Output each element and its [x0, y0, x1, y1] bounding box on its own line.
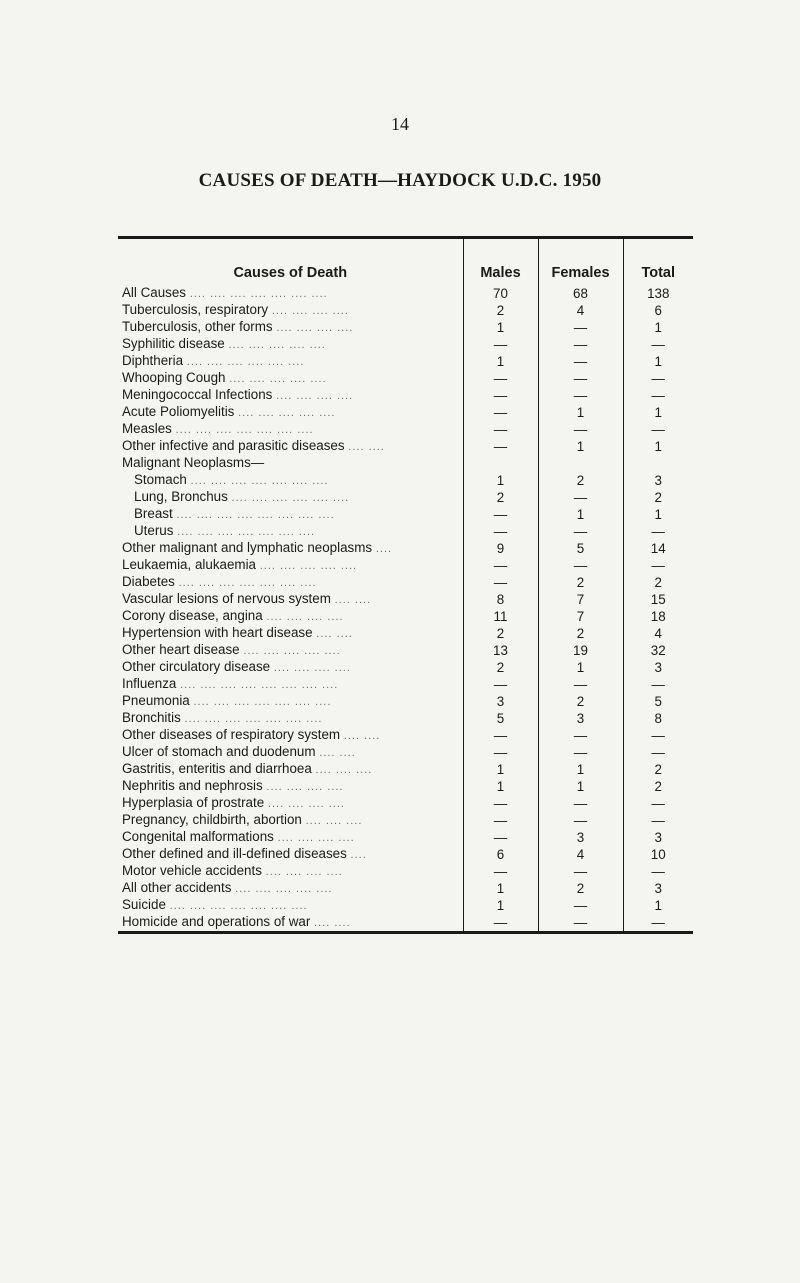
males-cell: —: [463, 421, 538, 438]
cause-cell: [118, 302, 463, 319]
leader-dots: .... .... .... .... .... .... ....: [169, 900, 308, 912]
total-cell: 1: [623, 438, 693, 455]
cause-cell: [118, 438, 463, 455]
total-cell: 1: [623, 506, 693, 523]
males-cell: —: [463, 676, 538, 693]
cause-cell: [118, 846, 463, 863]
females-cell: —: [538, 489, 623, 506]
females-cell: 1: [538, 659, 623, 676]
cause-label: Uterus: [134, 523, 174, 538]
females-cell: 3: [538, 829, 623, 846]
cause-label: Whooping Cough: [122, 370, 226, 385]
cause-cell: [118, 710, 463, 727]
total-cell: 3: [623, 659, 693, 676]
males-cell: 11: [463, 608, 538, 625]
males-cell: 9: [463, 540, 538, 557]
total-cell: 1: [623, 353, 693, 370]
header-females: Females: [538, 239, 623, 285]
cause-label: Other malignant and lymphatic neoplasms: [122, 540, 373, 555]
total-cell: 8: [623, 710, 693, 727]
leader-dots: .... .... .... ....: [273, 662, 351, 674]
table-row: [118, 829, 693, 846]
cause-label: Other defined and ill-defined diseases: [122, 846, 347, 861]
causes-of-death-table: [118, 236, 693, 934]
table-row: [118, 693, 693, 710]
cause-label: Acute Poliomyelitis: [122, 404, 235, 419]
total-cell: 1: [623, 404, 693, 421]
total-cell: 18: [623, 608, 693, 625]
total-cell: 3: [623, 472, 693, 489]
cause-cell: [118, 659, 463, 676]
cause-cell: [118, 387, 463, 404]
total-cell: —: [623, 336, 693, 353]
leader-dots: .... ....: [316, 628, 353, 640]
females-cell: 2: [538, 574, 623, 591]
cause-cell: [118, 914, 463, 931]
total-cell: 2: [623, 489, 693, 506]
table-row: [118, 608, 693, 625]
cause-label: Other diseases of respiratory system: [122, 727, 341, 742]
cause-cell: [118, 829, 463, 846]
total-cell: —: [623, 557, 693, 574]
cause-cell: [118, 897, 463, 914]
cause-cell: [118, 625, 463, 642]
males-cell: 13: [463, 642, 538, 659]
table-row: [118, 574, 693, 591]
cause-label: Congenital malformations: [122, 829, 274, 844]
leader-dots: .... .... .... .... ....: [229, 373, 327, 385]
males-cell: 8: [463, 591, 538, 608]
leader-dots: .... ....: [319, 747, 356, 759]
females-cell: —: [538, 353, 623, 370]
table-body: [118, 285, 693, 931]
cause-cell: [118, 319, 463, 336]
leader-dots: .... .... .... ....: [271, 305, 349, 317]
cause-label: Tuberculosis, other forms: [122, 319, 273, 334]
total-cell: —: [623, 744, 693, 761]
table-row: [118, 863, 693, 880]
table-row: [118, 625, 693, 642]
cause-cell: [118, 353, 463, 370]
females-cell: 68: [538, 285, 623, 302]
leader-dots: .... .... .... ....: [276, 322, 354, 334]
leader-dots: .... .... .... ....: [267, 798, 345, 810]
table-row: [118, 404, 693, 421]
females-cell: [538, 455, 623, 472]
males-cell: 2: [463, 659, 538, 676]
leader-dots: .... .... .... .... .... .... ....: [178, 577, 317, 589]
cause-cell: [118, 506, 463, 523]
leader-dots: .... .... .... .... ....: [243, 645, 341, 657]
cause-label: Vascular lesions of nervous system: [122, 591, 331, 606]
leader-dots: .... .... .... .... ....: [228, 339, 326, 351]
males-cell: —: [463, 574, 538, 591]
table-row: [118, 455, 693, 472]
females-cell: —: [538, 914, 623, 931]
males-cell: —: [463, 404, 538, 421]
cause-cell: [118, 812, 463, 829]
leader-dots: .... .... .... .... .... .... ....: [193, 696, 332, 708]
females-cell: —: [538, 727, 623, 744]
males-cell: —: [463, 336, 538, 353]
males-cell: —: [463, 914, 538, 931]
leader-dots: .... .... .... .... .... ....: [231, 492, 350, 504]
females-cell: —: [538, 557, 623, 574]
table-row: [118, 744, 693, 761]
cause-label: Nephritis and nephrosis: [122, 778, 263, 793]
cause-label: Gastritis, enteritis and diarrhoea: [122, 761, 312, 776]
cause-cell: [118, 761, 463, 778]
females-cell: 1: [538, 438, 623, 455]
cause-cell: [118, 404, 463, 421]
cause-label: Hypertension with heart disease: [122, 625, 313, 640]
females-cell: 7: [538, 591, 623, 608]
total-cell: —: [623, 863, 693, 880]
females-cell: —: [538, 897, 623, 914]
table-row: [118, 336, 693, 353]
males-cell: 2: [463, 489, 538, 506]
cause-label: Motor vehicle accidents: [122, 863, 262, 878]
cause-cell: [118, 421, 463, 438]
males-cell: —: [463, 506, 538, 523]
cause-cell: [118, 455, 463, 472]
table-row: [118, 285, 693, 302]
males-cell: —: [463, 370, 538, 387]
total-cell: 1: [623, 897, 693, 914]
cause-cell: [118, 676, 463, 693]
header-males: Males: [463, 239, 538, 285]
males-cell: 2: [463, 625, 538, 642]
page-title: CAUSES OF DEATH—HAYDOCK U.D.C. 1950: [198, 170, 602, 191]
leader-dots: .... .... .... ....: [277, 832, 355, 844]
table-row: [118, 710, 693, 727]
leader-dots: .... .... ....: [315, 764, 373, 776]
cause-label: Stomach: [134, 472, 187, 487]
females-cell: —: [538, 319, 623, 336]
table-row: [118, 557, 693, 574]
females-cell: —: [538, 421, 623, 438]
females-cell: 2: [538, 625, 623, 642]
males-cell: 1: [463, 353, 538, 370]
females-cell: 2: [538, 472, 623, 489]
cause-cell: [118, 795, 463, 812]
males-cell: 1: [463, 778, 538, 795]
total-cell: 5: [623, 693, 693, 710]
females-cell: —: [538, 744, 623, 761]
cause-label: Malignant Neoplasms—: [122, 455, 265, 470]
cause-label: Homicide and operations of war: [122, 914, 311, 929]
leader-dots: .... .... .... .... .... .... .... ....: [180, 679, 339, 691]
cause-cell: [118, 693, 463, 710]
females-cell: 1: [538, 404, 623, 421]
table-header-row: [118, 239, 693, 285]
females-cell: —: [538, 523, 623, 540]
males-cell: 5: [463, 710, 538, 727]
cause-cell: [118, 523, 463, 540]
total-cell: —: [623, 727, 693, 744]
cause-cell: [118, 472, 463, 489]
table-row: [118, 897, 693, 914]
males-cell: 6: [463, 846, 538, 863]
males-cell: —: [463, 744, 538, 761]
table-row: [118, 438, 693, 455]
cause-label: Other infective and parasitic diseases: [122, 438, 345, 453]
males-cell: 1: [463, 472, 538, 489]
total-cell: —: [623, 795, 693, 812]
table-row: [118, 846, 693, 863]
cause-label: Measles: [122, 421, 172, 436]
males-cell: —: [463, 812, 538, 829]
total-cell: —: [623, 387, 693, 404]
table-row: [118, 506, 693, 523]
females-cell: —: [538, 370, 623, 387]
table-row: [118, 370, 693, 387]
table-row: [118, 812, 693, 829]
total-cell: 32: [623, 642, 693, 659]
females-cell: 19: [538, 642, 623, 659]
males-cell: 3: [463, 693, 538, 710]
cause-label: All other accidents: [122, 880, 232, 895]
males-cell: 1: [463, 319, 538, 336]
cause-cell: [118, 591, 463, 608]
table-row: [118, 880, 693, 897]
cause-cell: [118, 642, 463, 659]
leader-dots: .... ....: [343, 730, 381, 742]
females-cell: —: [538, 676, 623, 693]
table-row: [118, 727, 693, 744]
leader-dots: .... .... .... .... .... .... ....: [184, 713, 323, 725]
females-cell: —: [538, 812, 623, 829]
table-row: [118, 778, 693, 795]
cause-label: Other circulatory disease: [122, 659, 271, 674]
males-cell: 70: [463, 285, 538, 302]
cause-cell: [118, 370, 463, 387]
leader-dots: .... .... .... .... .... .... ....: [177, 526, 316, 538]
leader-dots: .... ....: [348, 441, 385, 453]
males-cell: 1: [463, 761, 538, 778]
table-row: [118, 914, 693, 931]
total-cell: 6: [623, 302, 693, 319]
males-cell: 1: [463, 880, 538, 897]
leader-dots: .... ....: [334, 594, 372, 606]
cause-label: Leukaemia, alukaemia: [122, 557, 256, 572]
cause-label: Ulcer of stomach and duodenum: [122, 744, 316, 759]
cause-cell: [118, 727, 463, 744]
cause-label: Syphilitic disease: [122, 336, 225, 351]
total-cell: —: [623, 812, 693, 829]
total-cell: —: [623, 676, 693, 693]
males-cell: —: [463, 829, 538, 846]
total-cell: —: [623, 914, 693, 931]
cause-label: Diabetes: [122, 574, 175, 589]
leader-dots: ....: [375, 543, 393, 555]
total-cell: —: [623, 370, 693, 387]
cause-label: Bronchitis: [122, 710, 181, 725]
page-number: 14: [391, 114, 409, 134]
females-cell: 2: [538, 693, 623, 710]
cause-label: Pneumonia: [122, 693, 190, 708]
leader-dots: ....: [350, 849, 367, 861]
cause-cell: [118, 574, 463, 591]
leader-dots: .... .... .... ....: [266, 611, 344, 623]
leader-dots: .... .... .... .... .... .... ....: [175, 424, 314, 436]
table-row: [118, 319, 693, 336]
table-row: [118, 421, 693, 438]
header-causes: Causes of Death: [233, 265, 348, 281]
leader-dots: .... .... .... .... ....: [238, 407, 336, 419]
males-cell: 1: [463, 897, 538, 914]
males-cell: —: [463, 438, 538, 455]
females-cell: 7: [538, 608, 623, 625]
cause-label: Hyperplasia of prostrate: [122, 795, 265, 810]
males-cell: —: [463, 557, 538, 574]
leader-dots: .... ....: [314, 917, 351, 929]
cause-label: Meningococcal Infections: [122, 387, 273, 402]
table-row: [118, 795, 693, 812]
cause-cell: [118, 557, 463, 574]
females-cell: 4: [538, 846, 623, 863]
table-row: [118, 659, 693, 676]
table-row: [118, 387, 693, 404]
females-cell: —: [538, 336, 623, 353]
header-total: Total: [623, 239, 693, 285]
total-cell: 14: [623, 540, 693, 557]
leader-dots: .... .... .... ....: [265, 866, 343, 878]
table-row: [118, 353, 693, 370]
total-cell: 3: [623, 829, 693, 846]
total-cell: 2: [623, 761, 693, 778]
leader-dots: .... .... .... .... .... ....: [186, 356, 305, 368]
leader-dots: .... .... .... .... .... .... ....: [189, 288, 328, 300]
table-row: [118, 642, 693, 659]
total-cell: 2: [623, 574, 693, 591]
total-cell: 4: [623, 625, 693, 642]
males-cell: 2: [463, 302, 538, 319]
total-cell: —: [623, 523, 693, 540]
table-row: [118, 302, 693, 319]
total-cell: 138: [623, 285, 693, 302]
females-cell: 5: [538, 540, 623, 557]
leader-dots: .... .... .... ....: [276, 390, 354, 402]
leader-dots: .... .... .... .... .... .... ....: [190, 475, 329, 487]
cause-cell: [118, 336, 463, 353]
total-cell: 15: [623, 591, 693, 608]
females-cell: 2: [538, 880, 623, 897]
leader-dots: .... .... .... .... ....: [235, 883, 333, 895]
cause-label: Corony disease, angina: [122, 608, 263, 623]
total-cell: 3: [623, 880, 693, 897]
cause-label: All Causes: [122, 285, 187, 300]
males-cell: —: [463, 795, 538, 812]
leader-dots: .... .... .... .... ....: [259, 560, 358, 572]
cause-cell: [118, 540, 463, 557]
leader-dots: .... .... .... .... .... .... .... ....: [176, 509, 335, 521]
females-cell: 4: [538, 302, 623, 319]
females-cell: —: [538, 387, 623, 404]
males-cell: —: [463, 523, 538, 540]
total-cell: —: [623, 421, 693, 438]
total-cell: 2: [623, 778, 693, 795]
males-cell: [463, 455, 538, 472]
table-row: [118, 591, 693, 608]
table-row: [118, 761, 693, 778]
cause-cell: [118, 863, 463, 880]
females-cell: 3: [538, 710, 623, 727]
leader-dots: .... .... .... ....: [266, 781, 344, 793]
males-cell: —: [463, 387, 538, 404]
table-row: [118, 489, 693, 506]
cause-cell: [118, 744, 463, 761]
table-row: [118, 540, 693, 557]
cause-label: Tuberculosis, respiratory: [122, 302, 269, 317]
cause-cell: [118, 778, 463, 795]
total-cell: 1: [623, 319, 693, 336]
females-cell: 1: [538, 506, 623, 523]
cause-cell: [118, 489, 463, 506]
table-row: [118, 676, 693, 693]
cause-label: Influenza: [122, 676, 177, 691]
total-cell: [623, 455, 693, 472]
males-cell: —: [463, 727, 538, 744]
cause-label: Pregnancy, childbirth, abortion: [122, 812, 302, 827]
cause-label: Suicide: [122, 897, 166, 912]
cause-label: Lung, Bronchus: [134, 489, 228, 504]
males-cell: —: [463, 863, 538, 880]
females-cell: 1: [538, 761, 623, 778]
females-cell: —: [538, 863, 623, 880]
cause-cell: [118, 285, 463, 302]
table-row: [118, 472, 693, 489]
table-row: [118, 523, 693, 540]
cause-label: Other heart disease: [122, 642, 240, 657]
cause-cell: [118, 608, 463, 625]
cause-label: Breast: [134, 506, 173, 521]
females-cell: 1: [538, 778, 623, 795]
total-cell: 10: [623, 846, 693, 863]
cause-cell: [118, 880, 463, 897]
leader-dots: .... .... ....: [305, 815, 363, 827]
cause-label: Diphtheria: [122, 353, 184, 368]
females-cell: —: [538, 795, 623, 812]
